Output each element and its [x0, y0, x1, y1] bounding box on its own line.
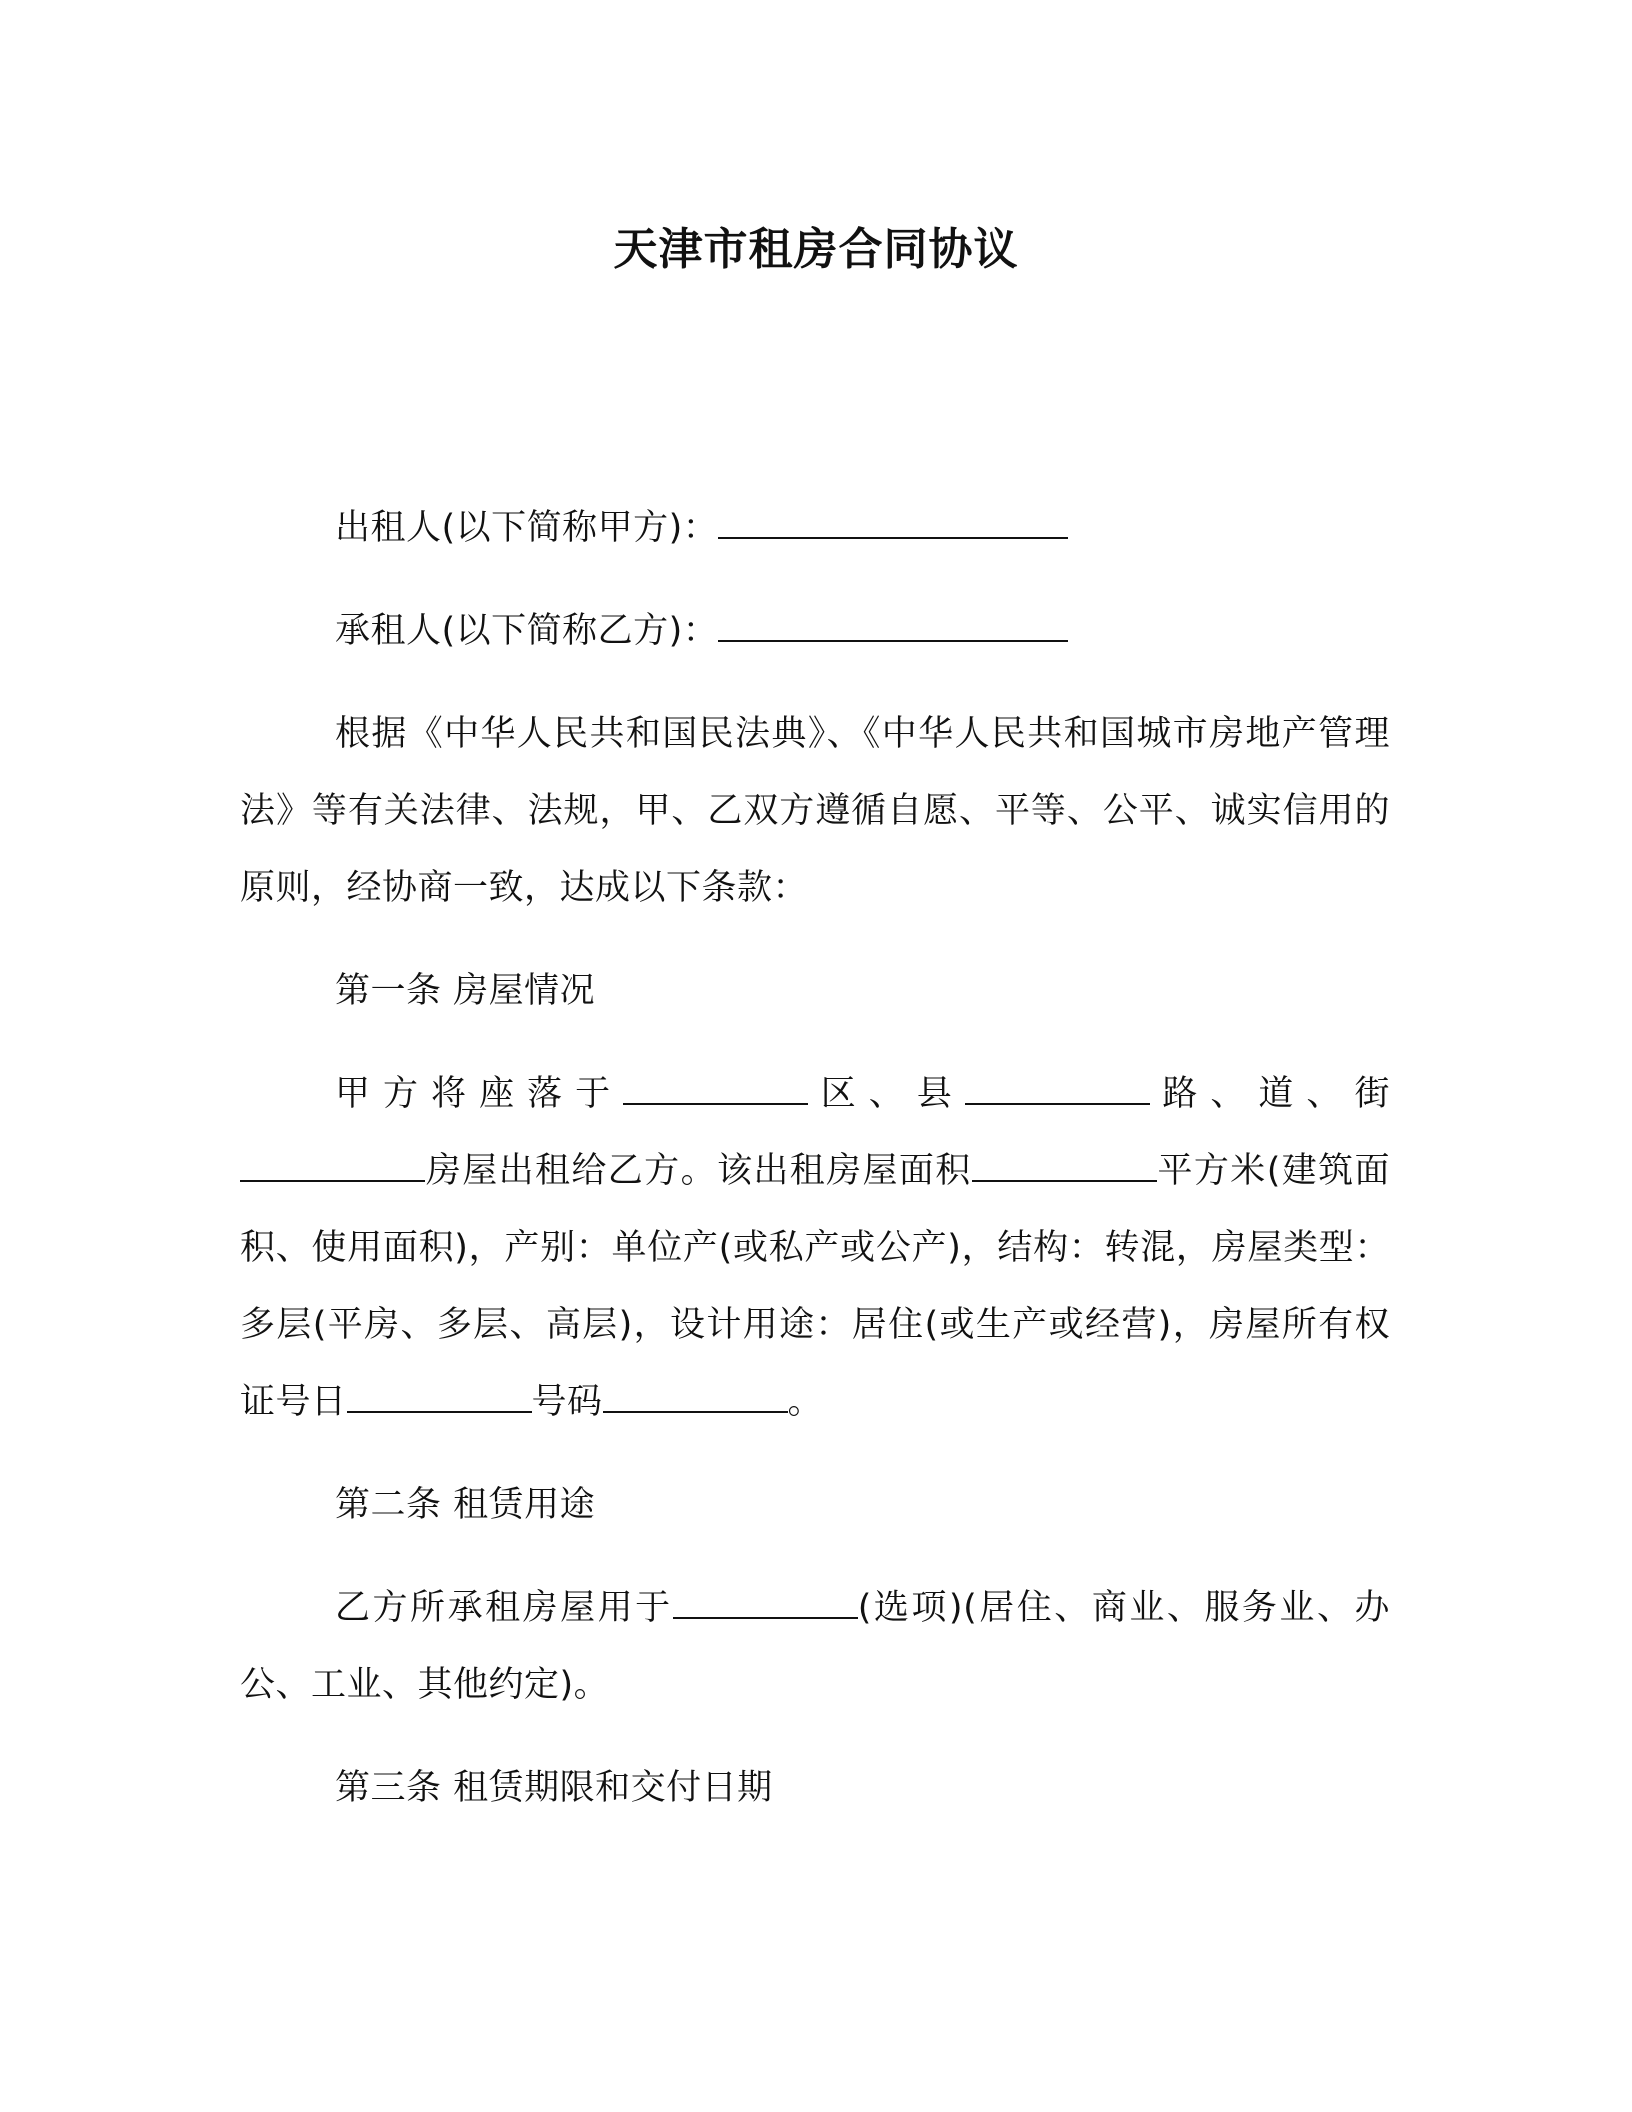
article1-text-7: 。 [787, 1382, 824, 1422]
article1-text-3: 路、道、街 [1149, 1074, 1390, 1114]
article2-paragraph [240, 1570, 1390, 1724]
party-a-label: 出租人(以下简称甲方)： [335, 508, 719, 548]
area-blank[interactable] [972, 1150, 1157, 1182]
party-b-line [240, 593, 1390, 670]
party-b-blank[interactable] [718, 610, 1068, 642]
article1-paragraph [240, 1056, 1390, 1441]
usage-blank[interactable] [673, 1587, 858, 1619]
road-blank[interactable] [965, 1073, 1150, 1105]
document-body [240, 490, 1390, 1827]
party-b-label: 承租人(以下简称乙方)： [335, 611, 719, 651]
certificate-number-blank[interactable] [603, 1381, 788, 1413]
article1-text-4: 房屋出租给乙方。该出租房屋面积 [425, 1151, 972, 1191]
article2-text-1: 乙方所承租房屋用于 [335, 1588, 673, 1628]
article1-text-5: 平方米(建筑面积、使用面积)，产别：单位产(或私产或公产)，结构：转混，房屋类型：多层(平房、多层、高层)，设计用途：居住(或生产或经营)，房屋所有权证号日 [240, 1151, 1390, 1422]
article1-text-6: 号码 [531, 1382, 603, 1422]
house-number-blank[interactable] [240, 1150, 425, 1182]
article1-text-2: 区、县 [808, 1074, 965, 1114]
certificate-date-blank[interactable] [347, 1381, 532, 1413]
article2-text-2: (选项)(居住、商业、服务业、办公、工业、其他约定)。 [240, 1588, 1390, 1705]
article1-heading: 第一条 房屋情况 [335, 971, 596, 1011]
party-a-blank[interactable] [718, 507, 1068, 539]
district-blank[interactable] [623, 1073, 808, 1105]
document-title: 天津市租房合同协议 [613, 224, 1019, 275]
article1-text-1: 甲方将座落于 [335, 1074, 624, 1114]
party-a-line [240, 490, 1390, 567]
article2-heading: 第二条 租赁用途 [335, 1485, 596, 1525]
preamble-paragraph: 根据《中华人民共和国民法典》、《中华人民共和国城市房地产管理法》等有关法律、法规，甲、乙双方遵循自愿、平等、公平、诚实信用的原则，经协商一致，达成以下条款： [240, 714, 1390, 908]
article3-heading: 第三条 租赁期限和交付日期 [335, 1768, 773, 1808]
